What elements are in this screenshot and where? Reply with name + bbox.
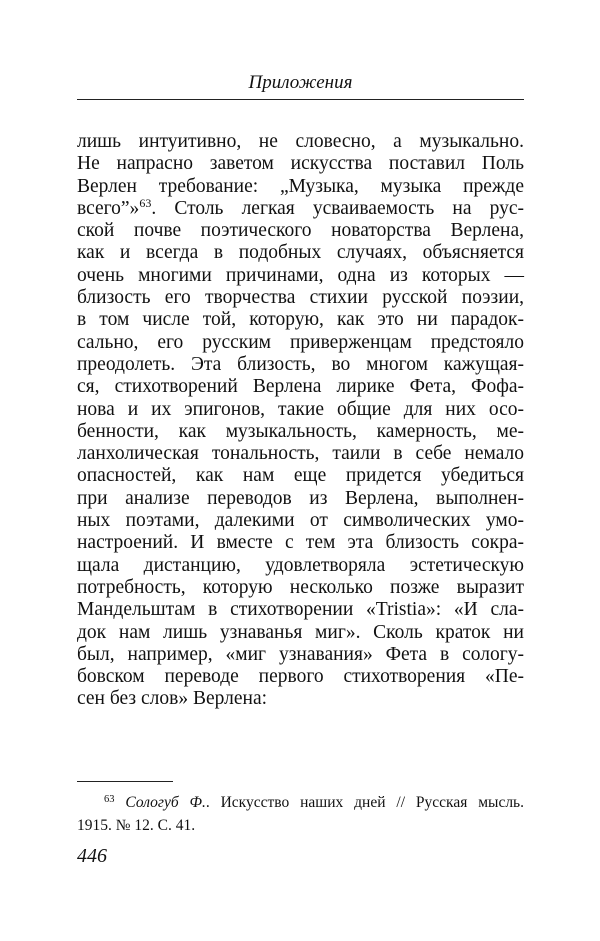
text-line: ланхолическая тональность, таили в себе немало	[77, 443, 524, 465]
text-line: ных поэтами, далекими от символических умо-	[77, 510, 524, 532]
text-line: сен без слов» Верлена:	[77, 688, 268, 710]
header-rule	[77, 99, 524, 100]
footnote-author: Сологуб Ф.	[125, 794, 206, 811]
text-line: при анализе переводов из Верлена, выполнен-	[77, 487, 524, 509]
text-line: очень многими причинами, одна из которых —	[77, 264, 524, 286]
text-line: потребность, которую несколько позже выразит	[77, 576, 524, 598]
text-line: Верлен требование: „Музыка, музыка прежде	[77, 175, 524, 197]
text-line: был, например, «миг узнавания» Фета в сологу-	[77, 643, 524, 665]
footnote-text: . Искусство наших дней // Русская мысль.	[205, 794, 524, 811]
footnote-number: 63	[104, 794, 115, 805]
text-line: преодолеть. Эта близость, во многом кажущая-	[77, 353, 524, 375]
text-line: близость его творчества стихии русской поэзии,	[77, 287, 524, 309]
text-line: бенности, как музыкальность, камерность, ме-	[77, 420, 524, 442]
text-line: опасностей, как нам еще придется убедиться	[77, 465, 524, 487]
footnote-rule	[77, 781, 173, 782]
text-line: Не напрасно заветом искусства поставил Поль	[77, 153, 524, 175]
text-line: док нам лишь узнаванья миг». Сколь краток ни	[77, 621, 524, 643]
text-line: в том числе той, которую, как это ни парадок-	[77, 309, 524, 331]
page-number: 446	[77, 845, 107, 867]
text-line: нова и их эпигонов, такие общие для них осо-	[77, 398, 524, 420]
text-line: щала дистанцию, удовлетворяла эстетическую	[77, 554, 524, 576]
text-line: ской почве поэтического новаторства Верлена,	[77, 220, 524, 242]
text-line	[77, 195, 524, 220]
body-text	[77, 131, 524, 711]
text-line: как и всегда в подобных случаях, объясняется	[77, 242, 524, 264]
text-line: бовском переводе первого стихотворения «Пе-	[77, 666, 524, 688]
running-header: Приложения	[248, 72, 353, 93]
text-fragment: . Столь легкая усваиваемость на рус-	[151, 197, 524, 219]
footnote	[77, 791, 524, 837]
text-line: настроений. И вместе с тем эта близость сокра-	[77, 532, 524, 554]
footnote-reference[interactable]: 63	[139, 195, 152, 210]
text-line: ся, стихотворений Верлена лирике Фета, Фофа-	[77, 376, 524, 398]
text-fragment: всего”»	[77, 197, 140, 219]
text-line: сально, его русским приверженцам предстояло	[77, 331, 524, 353]
text-line: Мандельштам в стихотворении «Tristia»: «И сла-	[77, 599, 524, 621]
text-line: лишь интуитивно, не словесно, а музыкально.	[77, 131, 524, 152]
footnote-text: 1915. № 12. С. 41.	[77, 817, 196, 834]
